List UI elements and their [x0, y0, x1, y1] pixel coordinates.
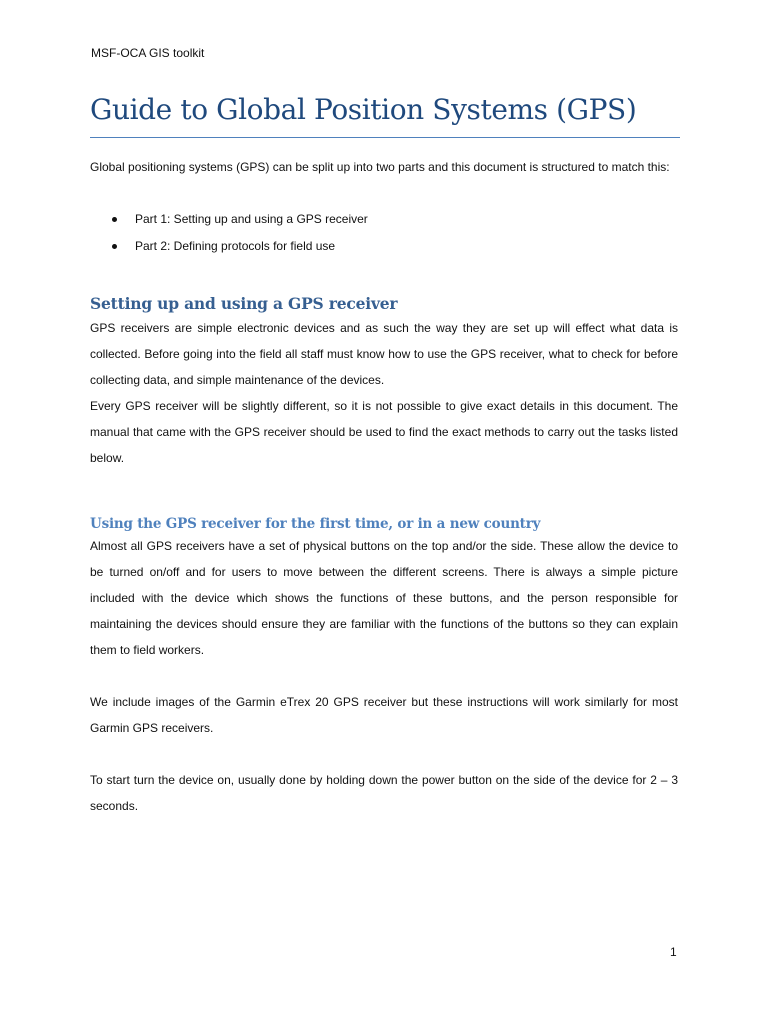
intro-paragraph: Global positioning systems (GPS) can be split up into two parts and this document is structured to match this:	[90, 160, 670, 174]
running-header: MSF-OCA GIS toolkit	[91, 46, 205, 60]
setup-paragraph-1: GPS receivers are simple electronic devices and as such the way they are set up will effect what data is collected. Before going into the field all staff must know how to use the GPS receiver, what to check for before collecting data, and simple maintenance of the devices.	[90, 321, 678, 387]
list-item-text: Part 1: Setting up and using a GPS receiver	[135, 212, 368, 226]
first-use-paragraph-1: Almost all GPS receivers have a set of physical buttons on the top and/or the side. These allow the device to be turned on/off and for users to move between the different screens. There is always a simple picture included with the device which shows the functions of these buttons, and the person responsible for maintaining the devices should ensure they are familiar with the functions of the buttons so they can explain them to field workers.	[90, 539, 678, 657]
first-use-paragraph-3: To start turn the device on, usually done by holding down the power button on the side of the device for 2 – 3 seconds.	[90, 773, 678, 813]
bullet-icon	[112, 244, 117, 249]
document-title: Guide to Global Position Systems (GPS)	[90, 93, 637, 126]
setup-paragraph-2: Every GPS receiver will be slightly different, so it is not possible to give exact details in this document. The manual that came with the GPS receiver should be used to find the exact methods to carry out the tasks listed below.	[90, 399, 678, 465]
list-item	[90, 233, 678, 260]
first-use-paragraph-2: We include images of the Garmin eTrex 20 GPS receiver but these instructions will work similarly for most Garmin GPS receivers.	[90, 695, 678, 735]
page-number: 1	[670, 945, 677, 959]
intro-bullet-list	[90, 206, 678, 260]
section-heading-setup: Setting up and using a GPS receiver	[90, 294, 398, 313]
title-underline	[90, 137, 680, 138]
section-heading-first-use: Using the GPS receiver for the first time, or in a new country	[90, 516, 541, 532]
list-item	[90, 206, 678, 233]
list-item-text: Part 2: Defining protocols for field use	[135, 239, 336, 253]
bullet-icon	[112, 217, 117, 222]
